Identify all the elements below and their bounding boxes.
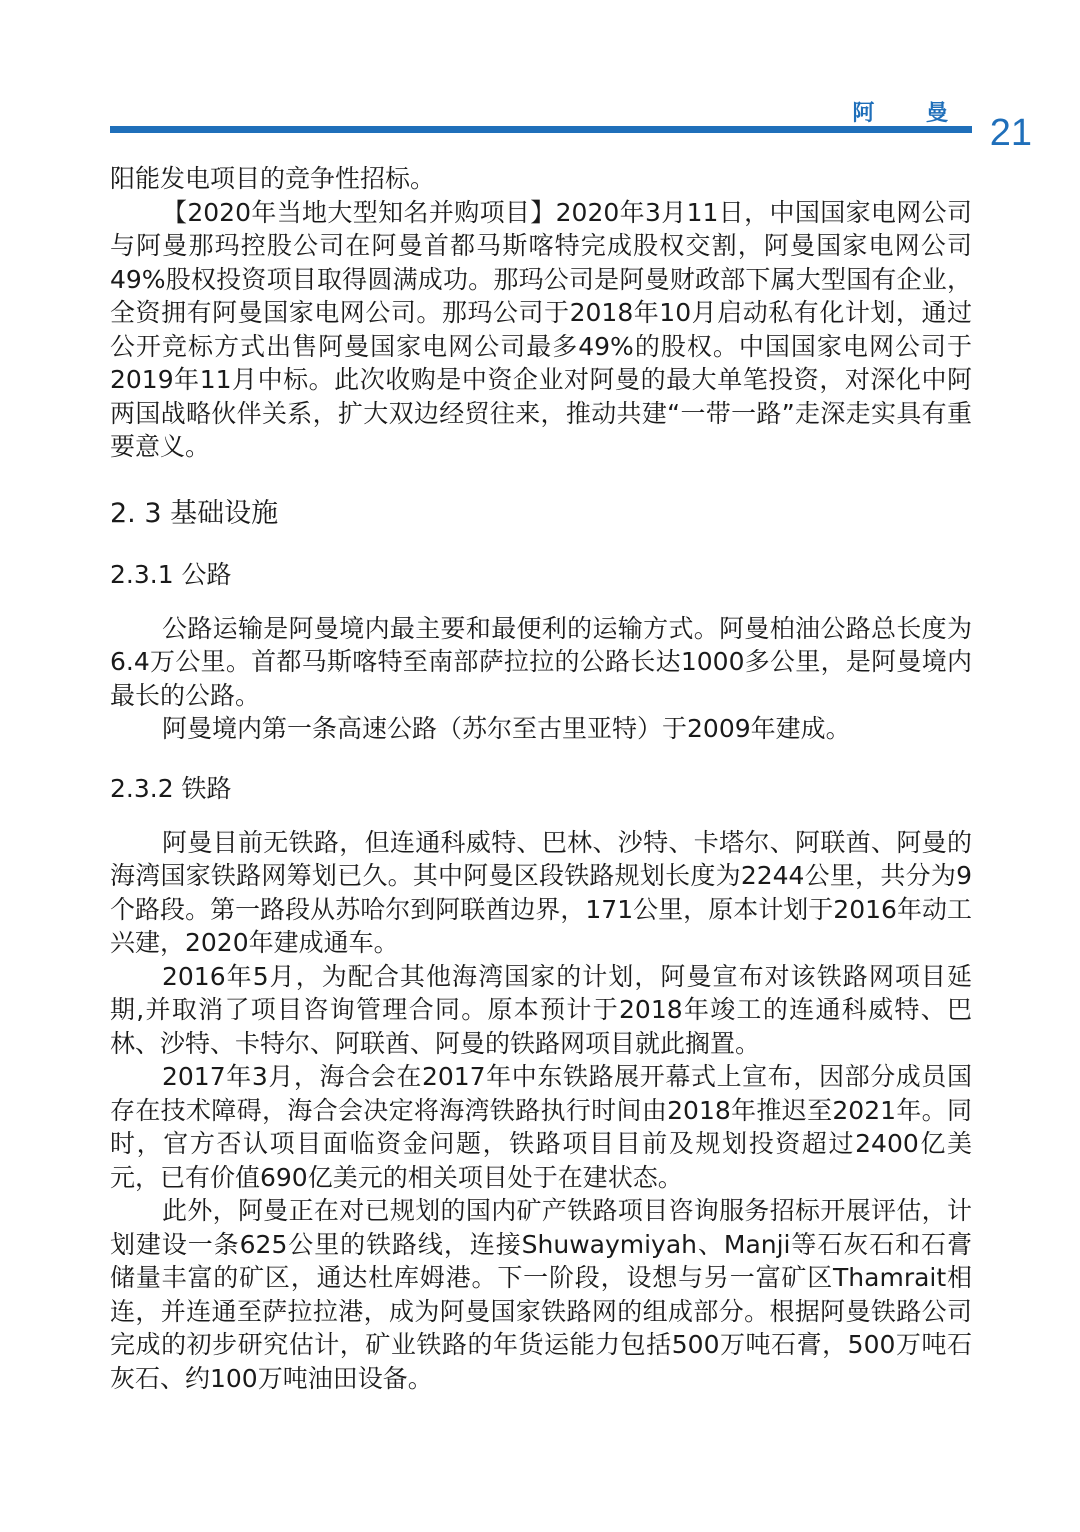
subsection-heading-roads: 2.3.1 公路 [110, 559, 232, 589]
paragraph-railway-delay: 2016年5月，为配合其他海湾国家的计划，阿曼宣布对该铁路网项目延期,并取消了项目咨询管理合同。原本预计于2018年竣工的连通科威特、巴林、沙特、卡特尔、阿联酋、阿曼的铁路网项目就此搁置。 [110, 961, 972, 1058]
paragraph-roads-overview: 公路运输是阿曼境内最主要和最便利的运输方式。阿曼柏油公路总长度为6.4万公里。首都马斯喀特至南部萨拉拉的公路长达1000多公里，是阿曼境内最长的公路。 [110, 613, 972, 710]
paragraph-gcc-decision: 2017年3月，海合会在2017年中东铁路展开幕式上宣布，因部分成员国存在技术障碍，海合会决定将海湾铁路执行时间由2018年推迟至2021年。同时，官方否认项目面临资金问题，铁路项目目前及规划投资超过2400亿美元，已有价值690亿美元的相关项目处于在建状态。 [110, 1062, 972, 1192]
paragraph-continued: 阳能发电项目的竞争性招标。 [110, 164, 436, 193]
header-rule [110, 126, 972, 133]
header-title: 阿 曼 [852, 101, 970, 126]
paragraph-mining-railway: 此外，阿曼正在对已规划的国内矿产铁路项目咨询服务招标开展评估，计划建设一条625公里的铁路线，连接Shuwaymiyah、Manji等石灰石和石膏储量丰富的矿区，通达杜库姆港。下一阶段，设想与另一富矿区Thamrait相连，并连通至萨拉拉港，成为阿曼国家铁路网的组成部分。根据阿曼铁路公司完成的初步研究估计，矿业铁路的年货运能力包括500万吨石膏，500万吨石灰石、约100万吨油田设备。 [110, 1196, 972, 1393]
paragraph-highway: 阿曼境内第一条高速公路（苏尔至古里亚特）于2009年建成。 [162, 714, 851, 743]
page-number: 21 [989, 112, 1032, 154]
page-content [110, 162, 972, 1395]
section-heading-infrastructure: 2. 3 基础设施 [110, 497, 279, 529]
paragraph-railway-network: 阿曼目前无铁路，但连通科威特、巴林、沙特、卡塔尔、阿联酋、阿曼的海湾国家铁路网筹划已久。其中阿曼区段铁路规划长度为2244公里，共分为9个路段。第一路段从苏哈尔到阿联酋边界，171公里，原本计划于2016年动工兴建，2020年建成通车。 [110, 827, 972, 957]
subsection-heading-railways: 2.3.2 铁路 [110, 773, 232, 803]
paragraph-merger-project: 【2020年当地大型知名并购项目】2020年3月11日，中国国家电网公司与阿曼那玛控股公司在阿曼首都马斯喀特完成股权交割，阿曼国家电网公司49%股权投资项目取得圆满成功。那玛公司是阿曼财政部下属大型国有企业，全资拥有阿曼国家电网公司。那玛公司于2018年10月启动私有化计划，通过公开竞标方式出售阿曼国家电网公司最多49%的股权。中国国家电网公司于2019年11月中标。此次收购是中资企业对阿曼的最大单笔投资，对深化中阿两国战略伙伴关系，扩大双边经贸往来，推动共建“一带一路”走深走实具有重要意义。 [110, 197, 972, 461]
